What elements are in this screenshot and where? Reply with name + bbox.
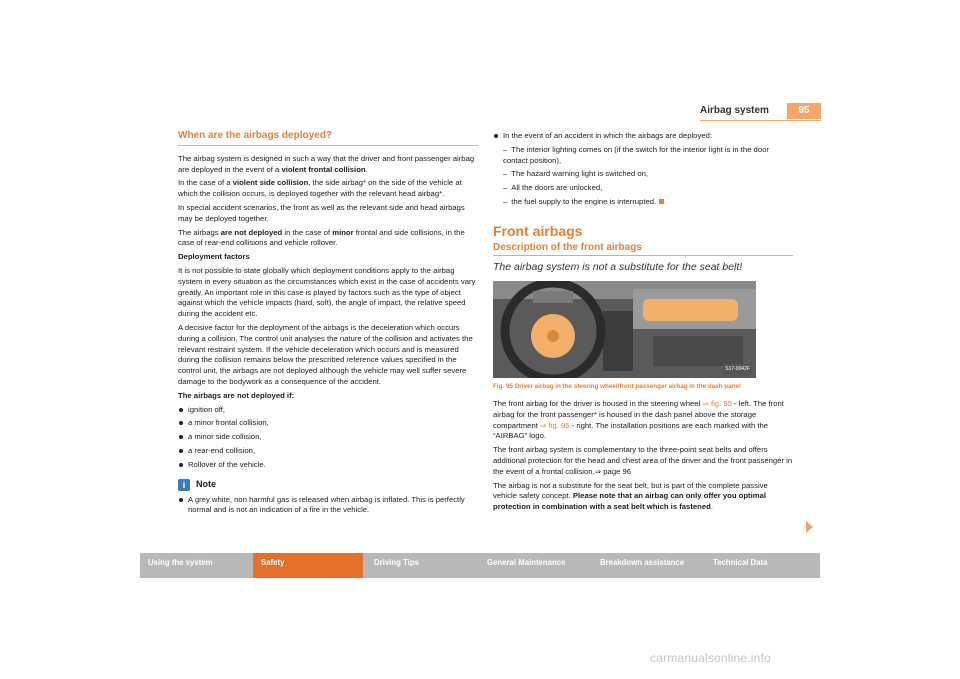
watermark: carmanualsonline.info [650,651,771,665]
list-item: ignition off, [178,405,478,416]
dash-item: – All the doors are unlocked, [503,183,603,193]
dash-item: – The interior lighting comes on (if the switch for the interior light is in the door contact position), [503,144,769,165]
end-marker-icon [659,199,664,204]
dashboard-illustration [493,281,756,378]
list-item: a rear-end collision, [178,446,478,457]
tab-technical-data[interactable]: Technical Data [713,558,768,567]
tab-general-maintenance[interactable]: General Maintenance [487,558,566,567]
paragraph: A decisive factor for the deployment of the airbags is the deceleration which occurs during a collision. The control unit analyses the nature of the collision and activates the relevant restraint system. If the vehicle deceleration which occurs and is measured during the collision remains below the prescribed reference values specified in the control unit, the airbags are not deployed although the vehicle may well suffer severe damage to the bodywork as a consequence of the accident. [178,322,473,386]
tab-using-the-system[interactable]: Using the system [148,558,213,567]
figure-link[interactable]: ⇒ fig. 95 [540,420,570,430]
running-header: Airbag system [700,105,769,116]
italic-lead: The airbag system is not a substitute for the seat belt! [493,261,743,274]
list-item: In the event of an accident in which the airbags are deployed: [493,131,793,142]
tab-breakdown-assistance[interactable]: Breakdown assistance [600,558,685,567]
figure-code: S17-0042F [723,364,752,375]
footer-nav [140,553,820,578]
subheading: Deployment factors [178,252,250,262]
tab-safety[interactable]: Safety [253,553,363,578]
paragraph: The airbags are not deployed in the case of minor frontal and side collisions, in the case of rear-end collisions and vehicle rollover. [178,227,465,248]
section-heading: When are the airbags deployed? [178,131,478,146]
tab-driving-tips[interactable]: Driving Tips [374,558,419,567]
paragraph: In the case of a violent side collision, the side airbag* on the side of the vehicle at which the collision occurs, is deployed together with the relevant head airbag*. [178,178,462,199]
dash-item: – The hazard warning light is switched on, [503,169,649,179]
list-item: a minor frontal collision, [178,418,478,429]
figure-link[interactable]: ⇒ fig. 95 [702,398,732,408]
list-item: Rollover of the vehicle. [178,460,478,471]
paragraph: The airbag is not a substitute for the seat belt, but is part of the complete passive vehicle safety concept. Please note that an airbag can only offer you optimal protection in combination with a seat belt which is fastened. [493,480,768,512]
paragraph: The front airbag system is complementary to the three-point seat belts and offers additional protection for the head and chest area of the driver and the front passenger in the event of a frontal collision.⇒ page 96 [493,445,793,476]
subsection-heading: Description of the front airbags [493,243,793,257]
dash-item: – the fuel supply to the engine is interrupted. [493,197,793,208]
header-rule [700,120,821,121]
figure-caption: Fig. 95 Driver airbag in the steering wheel/front passenger airbag in the dash panel [493,383,741,391]
paragraph: The front airbag for the driver is housed in the steering wheel ⇒ fig. 95 - left. The front airbag for the front passenger* is housed in the dash panel above the storage compartment ⇒ fig. 95 - right. The installation positions are each marked with the “AIRBAG” logo. [493,398,784,441]
paragraph: In special accident scenarios, the front as well as the relevant side and head airbags may be deployed together. [178,202,465,223]
subheading: The airbags are not deployed if: [178,390,295,400]
right-column [493,131,793,516]
paragraph: The airbag system is designed in such a way that the driver and front passenger airbag are deployed in the event of a violent frontal collision. [178,153,475,174]
next-page-arrow-icon[interactable] [806,521,813,533]
section-title: Front airbags [493,222,583,239]
paragraph: It is not possible to state globally which deployment conditions apply to the airbag system in every situation as the circumstances which exist in the case of accidents vary greatly. An important role in this case is played by factors such as the type of object against which the vehicle impacts (hard, soft), the angle of impact, the relative speed during the accident etc. [178,265,476,319]
list-item: a minor side collision, [178,432,478,443]
note-heading: i Note [178,479,478,491]
info-icon: i [178,479,190,491]
note-text: A grey white, non harmful gas is released when airbag is inflated. This is perfectly normal and is not an indication of a fire in the vehicle. [178,495,478,517]
figure-dashboard [493,281,756,378]
page-number: 95 [787,103,821,119]
left-column [178,131,478,519]
